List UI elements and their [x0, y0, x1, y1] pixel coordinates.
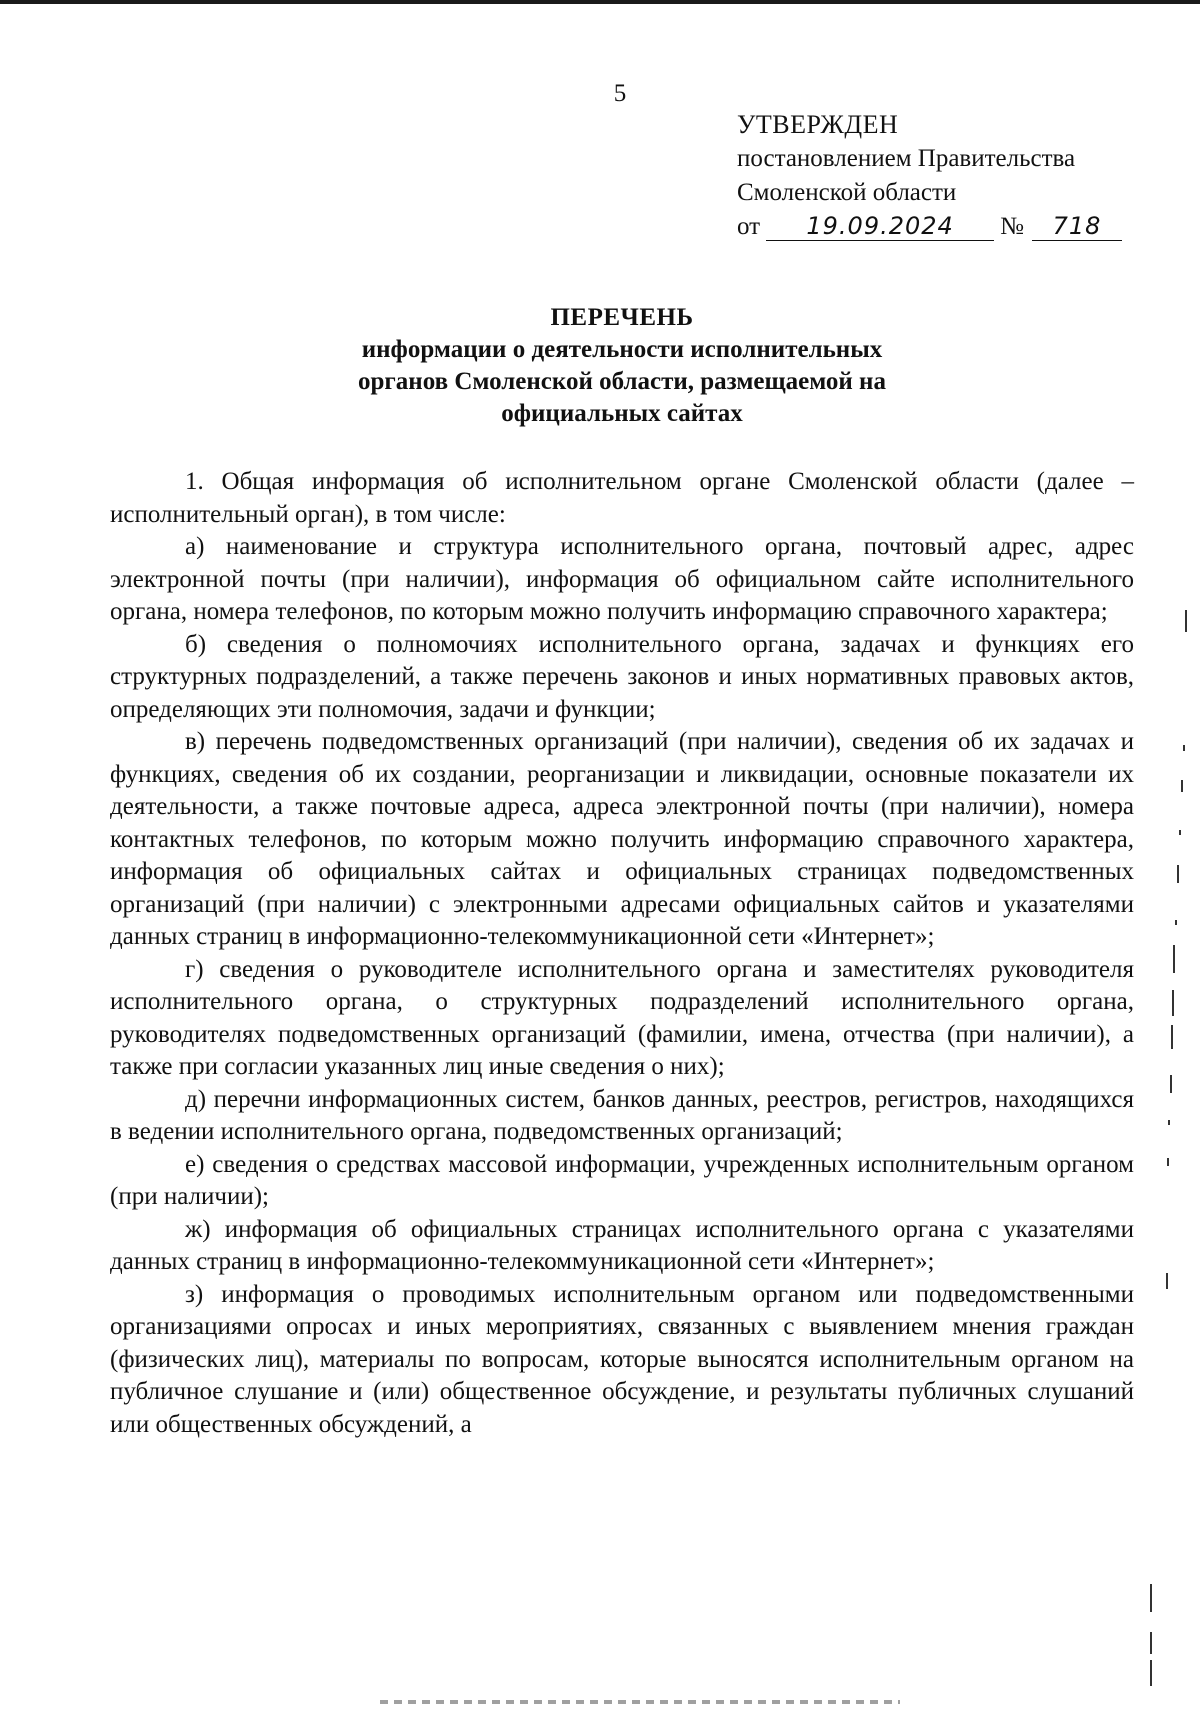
top-border-line	[0, 0, 1200, 4]
heading-title: ПЕРЕЧЕНЬ	[550, 304, 694, 331]
paragraph-b: б) сведения о полномочиях исполнительного органа, задачах и функциях его структурных подразделений, а также перечень законов и иных нормативных правовых актов, определяющих эти полномочия, задачи и функции;	[110, 630, 1134, 723]
document-body	[110, 466, 1134, 1441]
document-heading	[110, 302, 1134, 430]
bottom-scan-artifact	[380, 1700, 900, 1704]
number-prefix: №	[1000, 213, 1024, 240]
paragraph-d: д) перечни информационных систем, банков данных, реестров, регистров, находящихся в ведении исполнительного органа, подведомственных организаций;	[110, 1085, 1134, 1145]
approved-label: УТВЕРЖДЕН	[737, 110, 899, 139]
heading-subtitle-line-2: органов Смоленской области, размещаемой на	[358, 368, 886, 395]
heading-subtitle-line-3: официальных сайтах	[501, 400, 743, 427]
paragraph-1: 1. Общая информация об исполнительном органе Смоленской области (далее – исполнительный орган), в том числе:	[110, 468, 1134, 528]
approved-by-line-2: Смоленской области	[737, 179, 957, 206]
paragraph-v: в) перечень подведомственных организаций (при наличии), сведения об их задачах и функциях, сведения об их создании, реорганизации и ликвидации, основные показатели их деятельности, а также почтовые адреса, адреса электронной почты (при наличии), номера контактных телефонов, по которым можно получить информацию справочного характера, информация об официальных сайтах и официальных страницах подведомственных организаций (при наличии) с электронными адресами официальных сайтов и указателями данных страниц в информационно-телекоммуникационной сети «Интернет»;	[110, 728, 1134, 950]
heading-subtitle-line-1: информации о деятельности исполнительных	[361, 336, 883, 363]
paragraph-g: г) сведения о руководителе исполнительного органа и заместителях руководителя исполнительного органа, о структурных подразделений исполнительного органа, руководителях подведомственных организаций (фамилии, имена, отчества (при наличии), а также при согласии указанных лиц иные сведения о них);	[110, 955, 1134, 1080]
approval-date-line	[737, 210, 1137, 244]
date-prefix: от	[737, 213, 761, 240]
handwritten-number: 718	[1032, 212, 1122, 241]
page-number: 5	[613, 80, 627, 107]
handwritten-date: 19.09.2024	[766, 212, 994, 241]
paragraph-e: е) сведения о средствах массовой информации, учрежденных исполнительным органом (при наличии);	[110, 1150, 1134, 1210]
approved-by-line-1: постановлением Правительства	[737, 145, 1076, 172]
paragraph-z: з) информация о проводимых исполнительным органом или подведомственными организациями опросах и иных мероприятиях, связанных с выявлением мнения граждан (физических лиц), материалы по вопросам, которые выносятся исполнительным органом на публичное слушание и (или) общественное обсуждение, и результаты публичных слушаний или общественных обсуждений, а	[110, 1280, 1134, 1438]
paragraph-zh: ж) информация об официальных страницах исполнительного органа с указателями данных страниц в информационно-телекоммуникационной сети «Интернет»;	[110, 1215, 1134, 1275]
approval-stamp-block	[737, 108, 1137, 244]
paragraph-a: а) наименование и структура исполнительного органа, почтовый адрес, адрес электронной почты (при наличии), информация об официальном сайте исполнительного органа, номера телефонов, по которым можно получить информацию справочного характера;	[110, 533, 1134, 625]
